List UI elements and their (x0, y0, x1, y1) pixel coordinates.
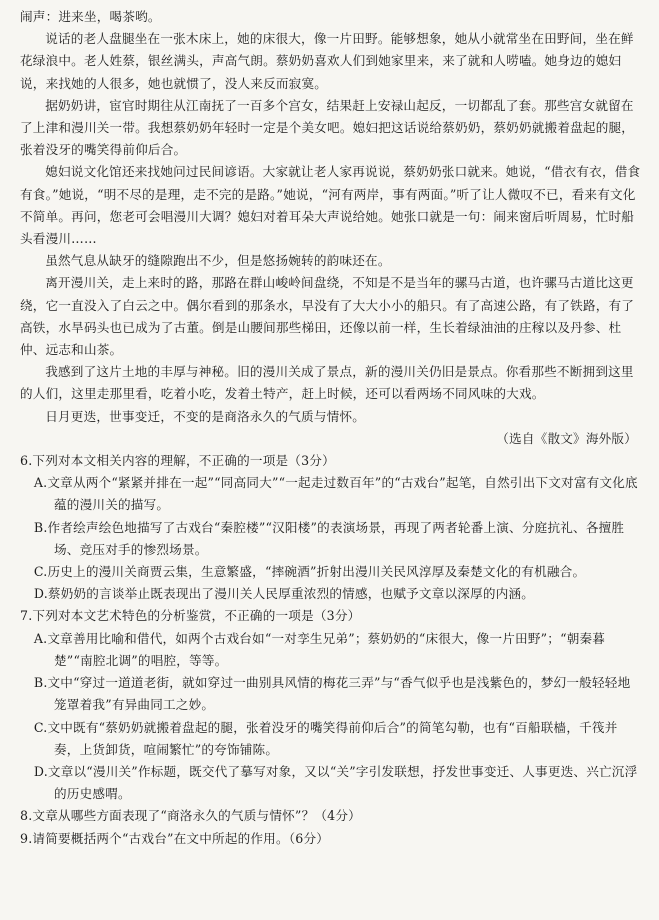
question-option: D.文章以“漫川关”作标题，既交代了摹写对象，又以“关”字引发联想，抒发世事变迁、人事更迭、兴亡沉浮的历史感喟。 (33, 763, 638, 802)
passage-paragraph: 离开漫川关，走上来时的路，那路在群山峻岭间盘绕，不知是不是当年的骡马古道，也许骡马古道比这更绕，它一直没入了白云之中。偶尔看到的那条水，早没有了大大小小的船只。有了高速公路，有了铁路，有了高铁，水旱码头也已成为了古董。倒是山腰间那些梯田，还像以前一样，生长着绿油油的庄稼以及丹参、杜仲、远志和山茶。 (20, 275, 635, 358)
passage-paragraph: 说话的老人盘腿坐在一张木床上，她的床很大，像一片田野。能够想象，她从小就常坐在田野间，坐在鲜花绿浪中。老人姓蔡，银丝满头，声高气朗。蔡奶奶喜欢人们到她家里来，来了就和人唠嗑。她身边的媳妇说，来找她的人很多，她也就惯了，没人来反而寂寞。 (20, 31, 634, 91)
reading-passage (20, 6, 641, 428)
question-option: A.文章从两个“紧紧并排在一起”“同高同大”“一起走过数百年”的“古戏台”起笔，自然引出下文对富有文化底蕴的漫川关的描写。 (33, 475, 638, 513)
question-list (20, 450, 641, 850)
question-stem: 9.请简要概括两个“古戏台”在文中所起的作用。（6分） (20, 830, 330, 846)
question-stem: 7.下列对本文艺术特色的分析鉴赏，不正确的一项是（3分） (20, 608, 361, 624)
question-option: B.文中“穿过一道道老街，就如穿过一曲别具风情的梅花三弄”与“香气似乎也是浅紫色的，梦幻一般轻轻地笼罩着我”有异曲同工之妙。 (33, 675, 631, 713)
passage-paragraph: 我感到了这片土地的丰厚与神秘。旧的漫川关成了景点，新的漫川关仍旧是景点。你看那些不断拥到这里的人们，这里走那里看，吃着小吃，发着土特产，赶上时候，还可以看两场不同风味的大戏。 (20, 364, 634, 402)
passage-paragraph: 虽然气息从缺牙的缝隙跑出不少，但是悠扬婉转的韵味还在。 (45, 253, 391, 269)
passage-paragraph: 日月更迭，世事变迁，不变的是商洛永久的气质与情怀。 (45, 408, 366, 424)
passage-paragraph: 媳妇说文化馆还来找她问过民间谚语。大家就让老人家再说说，蔡奶奶张口就来。她说，“借衣有衣，借食有食。”她说，“明不尽的是理，走不完的是路。”她说，“河有两岸，事有两面。”听了让人微叹不已，看来有文化不简单。再问，您老可会唱漫川大调？媳妇对着耳朵大声说给她。她张口就是一句：闹来窗后听周易，忙时船头看漫川…… (20, 164, 641, 247)
question-option: C.历史上的漫川关商贾云集，生意繁盛，“摔碗酒”折射出漫川关民风淳厚及秦楚文化的有机融合。 (33, 564, 586, 580)
question-stem: 8.文章从哪些方面表现了“商洛永久的气质与情怀”？（4分） (20, 808, 361, 824)
passage-paragraph: 闹声：进来坐，喝茶哟。 (20, 9, 161, 24)
question-stem: 6.下列对本文相关内容的理解，不正确的一项是（3分） (20, 453, 335, 469)
passage-source: （选自《散文》海外版） (496, 430, 637, 446)
question-option: B.作者绘声绘色地描写了古戏台“秦腔楼”“汉阳楼”的表演场景，再现了两者轮番上演、分庭抗礼、各擅胜场、竞压对手的惨烈场景。 (33, 519, 625, 557)
question-option: A.文章善用比喻和借代，如两个古戏台如“一对孪生兄弟”；蔡奶奶的“床很大，像一片田野”；“朝秦暮楚”“南腔北调”的唱腔，等等。 (33, 630, 606, 668)
question-option: D.蔡奶奶的言谈举止既表现出了漫川关人民厚重浓烈的情感，也赋予文章以深厚的内涵。 (33, 586, 535, 602)
question-option: C.文中既有“蔡奶奶就搬着盘起的腿，张着没牙的嘴笑得前仰后合”的简笔勾勒，也有“百船联樯，千筏并奏，上货卸货，喧闹繁忙”的夸饰铺陈。 (33, 719, 618, 757)
passage-paragraph: 据奶奶讲，宦官时期往从江南抚了一百多个宫女，结果赶上安禄山起反，一切都乱了套。那些宫女就留在了上津和漫川关一带。我想蔡奶奶年轻时一定是个美女吧。媳妇把这话说给蔡奶奶，蔡奶奶就搬着盘起的腿，张着没牙的嘴笑得前仰后合。 (20, 97, 635, 158)
